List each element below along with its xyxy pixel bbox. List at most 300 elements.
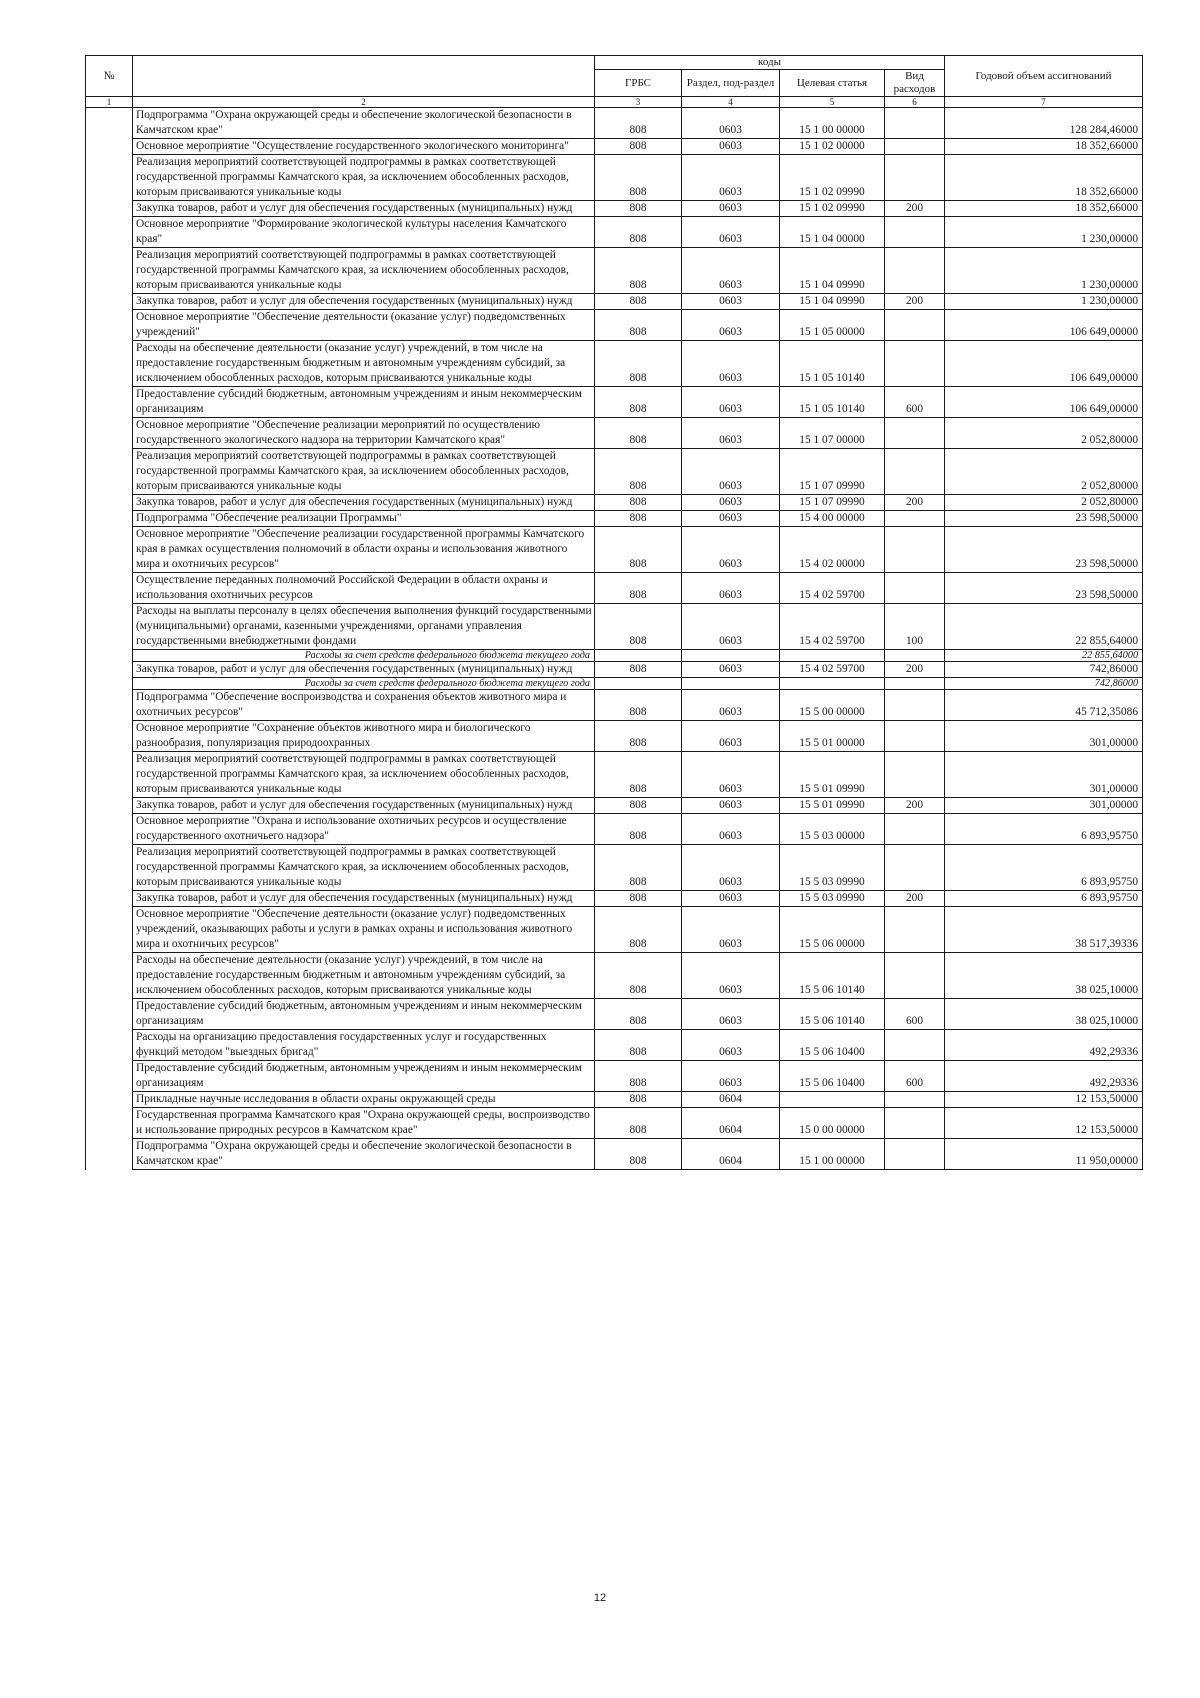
row-grbs: 808 (595, 1092, 682, 1108)
row-expense-type (885, 511, 945, 527)
table-subrow (86, 650, 1143, 662)
row-section: 0603 (682, 449, 780, 495)
row-expense-type (885, 650, 945, 662)
row-expense-type (885, 418, 945, 449)
row-number-cell (86, 752, 133, 798)
row-number-cell (86, 387, 133, 418)
row-number-cell (86, 1030, 133, 1061)
row-amount: 1 230,00000 (945, 248, 1143, 294)
row-number-cell (86, 953, 133, 999)
row-description: Реализация мероприятий соответствующей подпрограммы в рамках соответствующей государственной программы Камчатского края, за исключением обособленных расходов, которым присваиваются уникальные коды (133, 155, 595, 201)
row-amount: 18 352,66000 (945, 155, 1143, 201)
row-number-cell (86, 814, 133, 845)
table-row (86, 495, 1143, 511)
row-description: Расходы на обеспечение деятельности (оказание услуг) учреждений, в том числе на предоставление государственным бюджетным и автономным учреждениям субсидий, за исключением обособленных расходов, которым присваиваются уникальные коды (133, 341, 595, 387)
row-section: 0603 (682, 690, 780, 721)
row-section: 0603 (682, 662, 780, 678)
row-target: 15 4 02 59700 (780, 662, 885, 678)
table-row (86, 721, 1143, 752)
table-row (86, 1092, 1143, 1108)
row-description: Подпрограмма "Обеспечение реализации Программы" (133, 511, 595, 527)
row-grbs: 808 (595, 294, 682, 310)
row-description: Осуществление переданных полномочий Российской Федерации в области охраны и использования охотничьих ресурсов (133, 573, 595, 604)
row-number-cell (86, 1092, 133, 1108)
row-number-cell (86, 310, 133, 341)
table-row (86, 845, 1143, 891)
row-expense-type (885, 907, 945, 953)
row-expense-type: 200 (885, 798, 945, 814)
table-row (86, 217, 1143, 248)
budget-table (85, 55, 1143, 1170)
row-number-cell (86, 845, 133, 891)
row-description: Расходы за счет средств федерального бюджета текущего года (133, 678, 595, 690)
header-expense-type: Вид расходов (885, 70, 945, 97)
row-amount: 301,00000 (945, 752, 1143, 798)
row-expense-type (885, 690, 945, 721)
row-target (780, 678, 885, 690)
row-description: Предоставление субсидий бюджетным, автономным учреждениям и иным некоммерческим организациям (133, 387, 595, 418)
table-row (86, 139, 1143, 155)
row-amount: 6 893,95750 (945, 891, 1143, 907)
row-grbs: 808 (595, 798, 682, 814)
row-expense-type (885, 814, 945, 845)
row-description: Государственная программа Камчатского края "Охрана окружающей среды, воспроизводство и использование природных ресурсов в Камчатском крае" (133, 1108, 595, 1139)
row-grbs: 808 (595, 495, 682, 511)
row-section: 0604 (682, 1108, 780, 1139)
row-number-cell (86, 678, 133, 690)
row-number-cell (86, 907, 133, 953)
row-grbs: 808 (595, 845, 682, 891)
row-amount: 2 052,80000 (945, 418, 1143, 449)
row-grbs: 808 (595, 1108, 682, 1139)
table-row (86, 341, 1143, 387)
header-volume: Годовой объем ассигнований (945, 56, 1143, 97)
row-section: 0603 (682, 907, 780, 953)
column-number: 4 (682, 97, 780, 108)
row-description: Реализация мероприятий соответствующей подпрограммы в рамках соответствующей государственной программы Камчатского края, за исключением обособленных расходов, которым присваиваются уникальные коды (133, 752, 595, 798)
table-row (86, 690, 1143, 721)
row-description: Основное мероприятие "Обеспечение реализации государственной программы Камчатского края в рамках осуществления полномочий в области охраны и использования животного мира и охотничьих ресурсов" (133, 527, 595, 573)
row-amount: 38 517,39336 (945, 907, 1143, 953)
row-grbs: 808 (595, 217, 682, 248)
row-number-cell (86, 999, 133, 1030)
row-target: 15 1 02 09990 (780, 155, 885, 201)
table-row (86, 248, 1143, 294)
row-target: 15 1 04 09990 (780, 294, 885, 310)
page-number: 12 (593, 1592, 607, 1604)
row-target (780, 650, 885, 662)
row-grbs: 808 (595, 604, 682, 650)
row-description: Предоставление субсидий бюджетным, автономным учреждениям и иным некоммерческим организациям (133, 999, 595, 1030)
row-expense-type (885, 845, 945, 891)
row-grbs: 808 (595, 527, 682, 573)
row-section: 0603 (682, 139, 780, 155)
row-expense-type (885, 1139, 945, 1170)
row-grbs: 808 (595, 155, 682, 201)
row-grbs: 808 (595, 891, 682, 907)
row-description: Расходы за счет средств федерального бюджета текущего года (133, 650, 595, 662)
row-amount: 2 052,80000 (945, 449, 1143, 495)
row-grbs: 808 (595, 1061, 682, 1092)
table-row (86, 573, 1143, 604)
row-target: 15 1 00 00000 (780, 108, 885, 139)
row-section: 0603 (682, 1030, 780, 1061)
row-amount: 23 598,50000 (945, 527, 1143, 573)
row-expense-type (885, 248, 945, 294)
row-section: 0603 (682, 999, 780, 1030)
row-target: 15 1 00 00000 (780, 1139, 885, 1170)
row-amount: 492,29336 (945, 1030, 1143, 1061)
table-row (86, 999, 1143, 1030)
row-expense-type: 600 (885, 387, 945, 418)
column-number: 7 (945, 97, 1143, 108)
row-number-cell (86, 1061, 133, 1092)
row-number-cell (86, 527, 133, 573)
row-description: Основное мероприятие "Сохранение объектов животного мира и биологического разнообразия, популяризация природоохранных (133, 721, 595, 752)
row-expense-type: 100 (885, 604, 945, 650)
table-subrow (86, 678, 1143, 690)
row-section: 0603 (682, 217, 780, 248)
table-row (86, 449, 1143, 495)
row-target: 15 5 00 00000 (780, 690, 885, 721)
row-section: 0603 (682, 310, 780, 341)
table-row (86, 752, 1143, 798)
row-grbs: 808 (595, 1030, 682, 1061)
row-number-cell (86, 248, 133, 294)
row-section: 0603 (682, 527, 780, 573)
row-description: Прикладные научные исследования в области охраны окружающей среды (133, 1092, 595, 1108)
row-grbs: 808 (595, 310, 682, 341)
table-row (86, 108, 1143, 139)
row-expense-type: 200 (885, 294, 945, 310)
row-grbs: 808 (595, 108, 682, 139)
row-section: 0603 (682, 201, 780, 217)
row-grbs: 808 (595, 814, 682, 845)
row-expense-type (885, 953, 945, 999)
row-description: Подпрограмма "Охрана окружающей среды и обеспечение экологической безопасности в Камчатском крае" (133, 1139, 595, 1170)
row-grbs (595, 650, 682, 662)
row-number-cell (86, 418, 133, 449)
row-description: Закупка товаров, работ и услуг для обеспечения государственных (муниципальных) нужд (133, 798, 595, 814)
row-description: Основное мероприятие "Обеспечение реализации мероприятий по осуществлению государственного экологического надзора на территории Камчатского края" (133, 418, 595, 449)
row-grbs: 808 (595, 573, 682, 604)
row-amount: 106 649,00000 (945, 387, 1143, 418)
row-target (780, 1092, 885, 1108)
row-section: 0603 (682, 573, 780, 604)
row-target: 15 1 05 10140 (780, 341, 885, 387)
row-description: Основное мероприятие "Осуществление государственного экологического мониторинга" (133, 139, 595, 155)
row-amount: 18 352,66000 (945, 139, 1143, 155)
table-row (86, 798, 1143, 814)
row-amount: 106 649,00000 (945, 341, 1143, 387)
row-section: 0604 (682, 1092, 780, 1108)
row-grbs: 808 (595, 1139, 682, 1170)
row-target: 15 5 01 09990 (780, 752, 885, 798)
table-row (86, 418, 1143, 449)
row-description: Реализация мероприятий соответствующей подпрограммы в рамках соответствующей государственной программы Камчатского края, за исключением обособленных расходов, которым присваиваются уникальные коды (133, 449, 595, 495)
row-target: 15 5 06 00000 (780, 907, 885, 953)
row-section: 0603 (682, 604, 780, 650)
row-description: Подпрограмма "Обеспечение воспроизводства и сохранения объектов животного мира и охотничьих ресурсов" (133, 690, 595, 721)
row-amount: 23 598,50000 (945, 573, 1143, 604)
row-grbs: 808 (595, 449, 682, 495)
row-number-cell (86, 1108, 133, 1139)
row-description: Предоставление субсидий бюджетным, автономным учреждениям и иным некоммерческим организациям (133, 1061, 595, 1092)
column-number: 1 (86, 97, 133, 108)
column-number-row (86, 97, 1143, 108)
row-number-cell (86, 139, 133, 155)
table-row (86, 155, 1143, 201)
row-description: Закупка товаров, работ и услуг для обеспечения государственных (муниципальных) нужд (133, 891, 595, 907)
row-section: 0603 (682, 387, 780, 418)
row-grbs: 808 (595, 953, 682, 999)
table-row (86, 907, 1143, 953)
row-target: 15 1 07 00000 (780, 418, 885, 449)
row-grbs: 808 (595, 690, 682, 721)
row-amount: 6 893,95750 (945, 845, 1143, 891)
row-amount: 1 230,00000 (945, 217, 1143, 248)
row-number-cell (86, 891, 133, 907)
row-amount: 18 352,66000 (945, 201, 1143, 217)
row-target: 15 1 02 09990 (780, 201, 885, 217)
row-expense-type (885, 573, 945, 604)
row-target: 15 1 04 00000 (780, 217, 885, 248)
table-row (86, 527, 1143, 573)
table-row (86, 814, 1143, 845)
table-body (86, 108, 1143, 1170)
row-target: 15 5 06 10140 (780, 953, 885, 999)
row-description: Реализация мероприятий соответствующей подпрограммы в рамках соответствующей государственной программы Камчатского края, за исключением обособленных расходов, которым присваиваются уникальные коды (133, 845, 595, 891)
row-grbs: 808 (595, 201, 682, 217)
row-amount: 12 153,50000 (945, 1108, 1143, 1139)
row-expense-type (885, 139, 945, 155)
table-row (86, 1108, 1143, 1139)
row-expense-type (885, 108, 945, 139)
row-number-cell (86, 495, 133, 511)
header-grbs: ГРБС (595, 70, 682, 97)
table-row (86, 662, 1143, 678)
row-number-cell (86, 721, 133, 752)
row-number-cell (86, 155, 133, 201)
row-description: Основное мероприятие "Охрана и использование охотничьих ресурсов и осуществление государственного охотничьего надзора" (133, 814, 595, 845)
row-target: 15 5 06 10400 (780, 1061, 885, 1092)
row-section: 0603 (682, 294, 780, 310)
row-amount: 23 598,50000 (945, 511, 1143, 527)
row-grbs: 808 (595, 341, 682, 387)
row-section: 0604 (682, 1139, 780, 1170)
row-target: 15 1 05 00000 (780, 310, 885, 341)
row-number-cell (86, 294, 133, 310)
row-expense-type: 600 (885, 1061, 945, 1092)
table-row (86, 604, 1143, 650)
row-target: 15 5 06 10400 (780, 1030, 885, 1061)
row-number-cell (86, 1139, 133, 1170)
row-expense-type (885, 752, 945, 798)
column-number: 3 (595, 97, 682, 108)
column-number: 6 (885, 97, 945, 108)
row-section (682, 678, 780, 690)
header-description (133, 56, 595, 97)
row-expense-type: 200 (885, 495, 945, 511)
row-target: 15 1 04 09990 (780, 248, 885, 294)
row-amount: 11 950,00000 (945, 1139, 1143, 1170)
row-target: 15 0 00 00000 (780, 1108, 885, 1139)
table-row (86, 201, 1143, 217)
row-amount: 742,86000 (945, 662, 1143, 678)
row-amount: 492,29336 (945, 1061, 1143, 1092)
row-amount: 128 284,46000 (945, 108, 1143, 139)
table-row (86, 1139, 1143, 1170)
row-target: 15 4 02 59700 (780, 573, 885, 604)
row-description: Реализация мероприятий соответствующей подпрограммы в рамках соответствующей государственной программы Камчатского края, за исключением обособленных расходов, которым присваиваются уникальные коды (133, 248, 595, 294)
row-grbs: 808 (595, 248, 682, 294)
row-section: 0603 (682, 752, 780, 798)
row-expense-type (885, 155, 945, 201)
table-row (86, 1030, 1143, 1061)
row-expense-type (885, 678, 945, 690)
row-grbs: 808 (595, 999, 682, 1030)
column-number: 2 (133, 97, 595, 108)
row-target: 15 5 03 00000 (780, 814, 885, 845)
row-section (682, 650, 780, 662)
row-amount: 22 855,64000 (945, 604, 1143, 650)
row-section: 0603 (682, 418, 780, 449)
row-description: Закупка товаров, работ и услуг для обеспечения государственных (муниципальных) нужд (133, 662, 595, 678)
row-target: 15 4 00 00000 (780, 511, 885, 527)
row-amount: 45 712,35086 (945, 690, 1143, 721)
header-target: Целевая статья (780, 70, 885, 97)
row-target: 15 5 01 00000 (780, 721, 885, 752)
row-description: Расходы на организацию предоставления государственных услуг и государственных функций методом "выездных бригад" (133, 1030, 595, 1061)
row-section: 0603 (682, 341, 780, 387)
row-section: 0603 (682, 845, 780, 891)
table-row (86, 891, 1143, 907)
row-expense-type (885, 527, 945, 573)
row-section: 0603 (682, 798, 780, 814)
row-expense-type (885, 721, 945, 752)
row-section: 0603 (682, 108, 780, 139)
row-expense-type: 200 (885, 891, 945, 907)
row-amount: 2 052,80000 (945, 495, 1143, 511)
row-section: 0603 (682, 814, 780, 845)
table-row (86, 387, 1143, 418)
row-amount: 106 649,00000 (945, 310, 1143, 341)
row-section: 0603 (682, 891, 780, 907)
row-target: 15 1 07 09990 (780, 449, 885, 495)
row-target: 15 5 03 09990 (780, 891, 885, 907)
row-section: 0603 (682, 721, 780, 752)
row-description: Закупка товаров, работ и услуг для обеспечения государственных (муниципальных) нужд (133, 495, 595, 511)
row-section: 0603 (682, 511, 780, 527)
row-target: 15 5 03 09990 (780, 845, 885, 891)
row-target: 15 1 07 09990 (780, 495, 885, 511)
row-amount: 6 893,95750 (945, 814, 1143, 845)
row-grbs: 808 (595, 752, 682, 798)
table-row (86, 953, 1143, 999)
header-number: № (86, 56, 133, 97)
row-expense-type: 200 (885, 201, 945, 217)
row-number-cell (86, 604, 133, 650)
table-row (86, 511, 1143, 527)
row-expense-type (885, 1108, 945, 1139)
row-target: 15 1 02 00000 (780, 139, 885, 155)
row-expense-type (885, 1030, 945, 1061)
row-expense-type (885, 1092, 945, 1108)
row-number-cell (86, 690, 133, 721)
row-number-cell (86, 341, 133, 387)
row-amount: 38 025,10000 (945, 953, 1143, 999)
row-number-cell (86, 217, 133, 248)
row-amount: 12 153,50000 (945, 1092, 1143, 1108)
row-target: 15 5 01 09990 (780, 798, 885, 814)
row-description: Расходы на обеспечение деятельности (оказание услуг) учреждений, в том числе на предоставление государственным бюджетным и автономным учреждениям субсидий, за исключением обособленных расходов, которым присваиваются уникальные коды (133, 953, 595, 999)
row-number-cell (86, 573, 133, 604)
row-description: Основное мероприятие "Обеспечение деятельности (оказание услуг) подведомственных учреждений, оказывающих работы и услуги в рамках охраны и использования животного мира и охотничьих ресурсов" (133, 907, 595, 953)
row-expense-type (885, 341, 945, 387)
row-grbs: 808 (595, 721, 682, 752)
header-section: Раздел, под-раздел (682, 70, 780, 97)
row-expense-type (885, 310, 945, 341)
row-amount: 301,00000 (945, 798, 1143, 814)
row-expense-type: 600 (885, 999, 945, 1030)
row-expense-type: 200 (885, 662, 945, 678)
row-target: 15 5 06 10140 (780, 999, 885, 1030)
row-section: 0603 (682, 155, 780, 201)
row-description: Закупка товаров, работ и услуг для обеспечения государственных (муниципальных) нужд (133, 201, 595, 217)
row-section: 0603 (682, 1061, 780, 1092)
budget-sheet (85, 55, 1142, 1170)
row-amount: 1 230,00000 (945, 294, 1143, 310)
row-target: 15 4 02 00000 (780, 527, 885, 573)
row-expense-type (885, 449, 945, 495)
row-section: 0603 (682, 248, 780, 294)
row-target: 15 1 05 10140 (780, 387, 885, 418)
row-grbs: 808 (595, 511, 682, 527)
header-codes: коды (595, 56, 945, 70)
row-expense-type (885, 217, 945, 248)
row-number-cell (86, 511, 133, 527)
row-description: Расходы на выплаты персоналу в целях обеспечения выполнения функций государственными (муниципальными) органами, казенными учреждениями, органами управления государственными внебюджетными фондами (133, 604, 595, 650)
row-number-cell (86, 798, 133, 814)
row-number-cell (86, 108, 133, 139)
row-description: Основное мероприятие "Обеспечение деятельности (оказание услуг) подведомственных учреждений" (133, 310, 595, 341)
table-row (86, 1061, 1143, 1092)
row-grbs: 808 (595, 907, 682, 953)
row-number-cell (86, 201, 133, 217)
row-amount: 742,86000 (945, 678, 1143, 690)
row-grbs: 808 (595, 387, 682, 418)
row-number-cell (86, 650, 133, 662)
row-amount: 22 855,64000 (945, 650, 1143, 662)
column-number: 5 (780, 97, 885, 108)
row-amount: 38 025,10000 (945, 999, 1143, 1030)
row-grbs (595, 678, 682, 690)
row-description: Подпрограмма "Охрана окружающей среды и обеспечение экологической безопасности в Камчатском крае" (133, 108, 595, 139)
row-section: 0603 (682, 953, 780, 999)
row-grbs: 808 (595, 139, 682, 155)
row-description: Закупка товаров, работ и услуг для обеспечения государственных (муниципальных) нужд (133, 294, 595, 310)
row-target: 15 4 02 59700 (780, 604, 885, 650)
row-grbs: 808 (595, 662, 682, 678)
row-number-cell (86, 662, 133, 678)
table-row (86, 310, 1143, 341)
row-number-cell (86, 449, 133, 495)
row-description: Основное мероприятие "Формирование экологической культуры населения Камчатского края" (133, 217, 595, 248)
table-row (86, 294, 1143, 310)
row-section: 0603 (682, 495, 780, 511)
row-grbs: 808 (595, 418, 682, 449)
row-amount: 301,00000 (945, 721, 1143, 752)
